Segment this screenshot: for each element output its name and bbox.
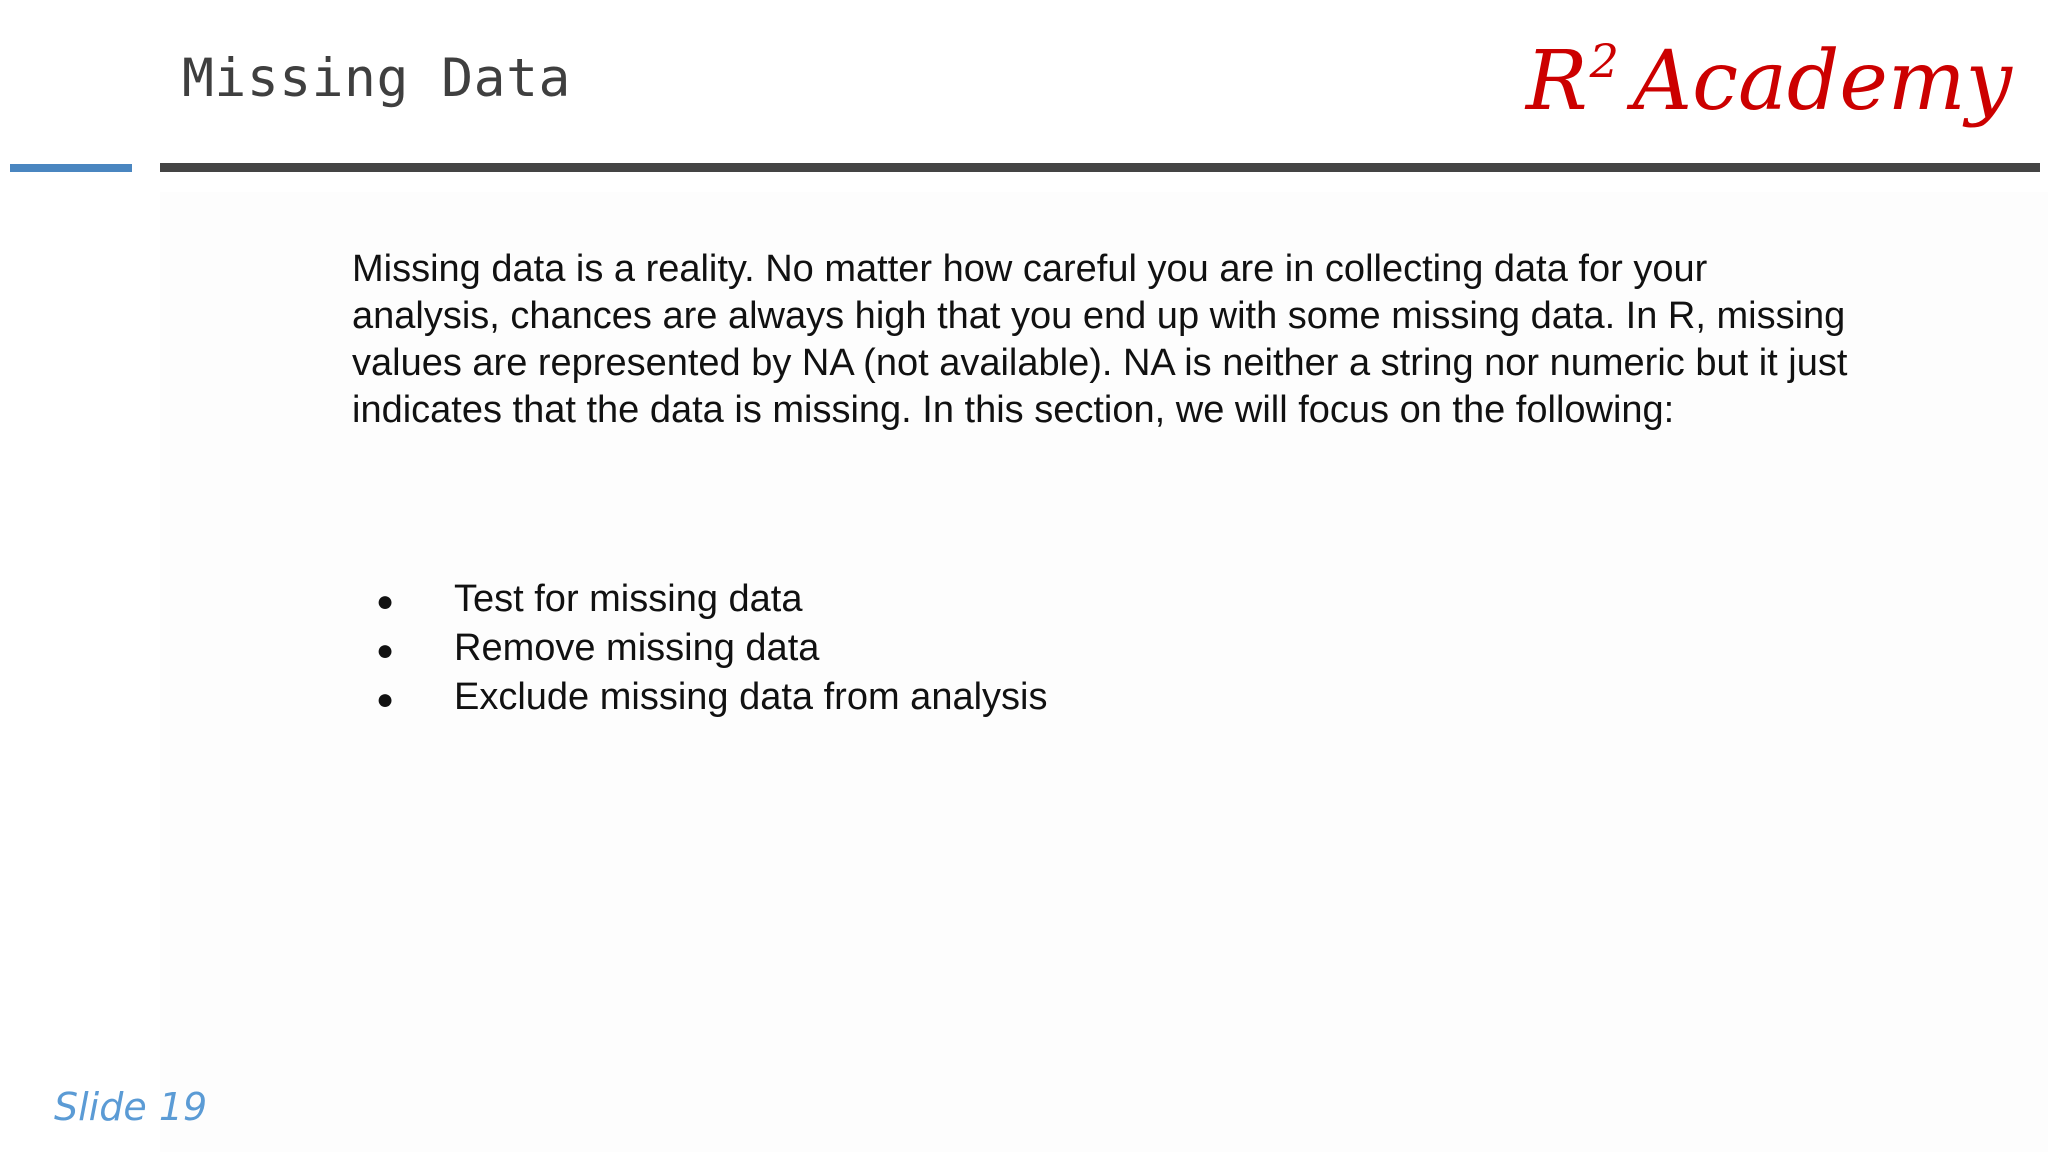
slide-number: Slide 19 [54, 1085, 208, 1129]
list-item-label: Exclude missing data from analysis [454, 676, 1048, 718]
accent-rule [10, 164, 132, 172]
list-item [376, 625, 1047, 674]
intro-paragraph: Missing data is a reality. No matter how careful you are in collecting data for your analysis, chances are always high that you end up with some missing data. In R, missing values are represented by NA (not available). NA is neither a string nor numeric but it just indicates that the data is missing. In this section, we will focus on the following: [352, 248, 1848, 431]
r2-academy-logo [1525, 34, 2012, 129]
slide-title: Missing Data [182, 48, 571, 109]
list-item [376, 576, 1047, 625]
logo-prefix: R [1525, 34, 1588, 129]
bullet-icon: ● [376, 585, 395, 618]
title-divider [160, 163, 2040, 172]
logo-superscript: 2 [1589, 34, 1619, 88]
topic-list [376, 576, 1047, 723]
logo-suffix: Academy [1632, 34, 2012, 129]
list-item [376, 674, 1047, 723]
list-item-label: Remove missing data [454, 627, 820, 669]
bullet-icon: ● [376, 634, 395, 667]
list-item-label: Test for missing data [454, 578, 803, 620]
bullet-icon: ● [376, 683, 395, 716]
